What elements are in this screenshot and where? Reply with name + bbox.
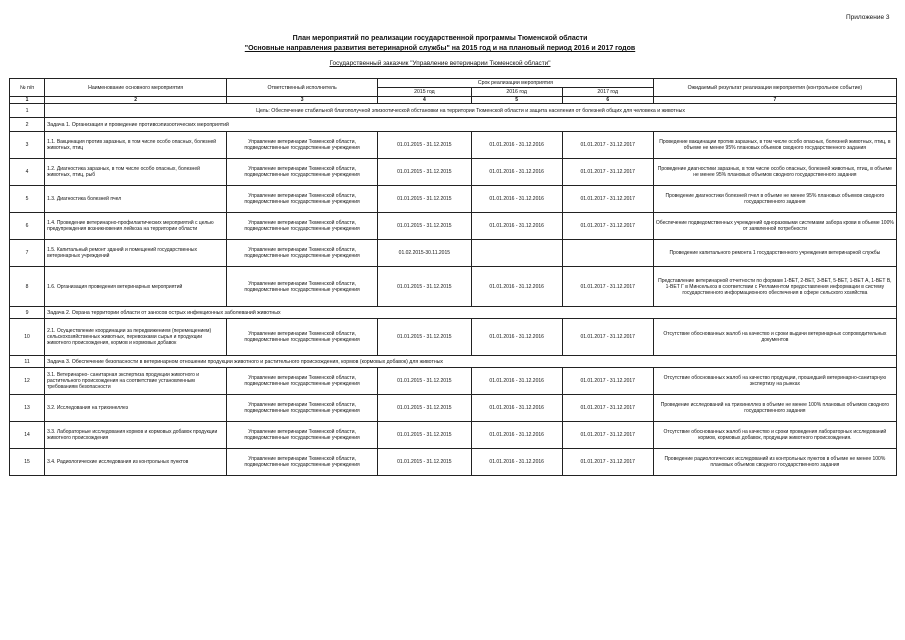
header-period: Срок реализации мероприятия — [378, 79, 654, 88]
period-2015: 01.01.2015 - 31.12.2015 — [378, 368, 472, 395]
table-row — [10, 159, 897, 186]
activity-name: 2.1. Осуществление координации за передвижением (перемещением) сельскохозяйственных животных, перевозками сырья и продукции животного происхождения, кормов и кормовых добавок — [45, 319, 227, 356]
period-2017: 01.01.2017 - 31.12.2017 — [562, 319, 653, 356]
period-2016: 01.01.2016 - 31.12.2016 — [471, 267, 562, 307]
period-2016: 01.01.2016 - 31.12.2016 — [471, 395, 562, 422]
activity-name: 1.1. Вакцинация против заразных, в том числе особо опасных, болезней животных, птиц — [45, 132, 227, 159]
activity-name: 3.3. Лабораторные исследования кормов и кормовых добавок продукции животного происхождения — [45, 422, 227, 449]
column-number: 5 — [471, 97, 562, 104]
row-number: 10 — [10, 319, 45, 356]
responsible-executor: Управление ветеринарии Тюменской области, подведомственные государственные учреждения — [227, 395, 378, 422]
row-number: 9 — [10, 307, 45, 319]
row-number: 3 — [10, 132, 45, 159]
period-2017: 01.01.2017 - 31.12.2017 — [562, 368, 653, 395]
activity-name: 1.5. Капитальный ремонт зданий и помещений государственных ветеринарных учреждений — [45, 240, 227, 267]
period-2015: 01.01.2015 - 31.12.2015 — [378, 132, 472, 159]
row-number: 6 — [10, 213, 45, 240]
expected-result: Проведение вакцинации против заразных, в том числе особо опасных, болезней животных, птиц, в объеме не менее 95% плановых объемов сводного государственного задания — [653, 132, 896, 159]
table-row — [10, 449, 897, 476]
period-2017: 01.01.2017 - 31.12.2017 — [562, 132, 653, 159]
task-row — [10, 307, 897, 319]
state-customer: Государственный заказчик "Управление ветеринарии Тюменской области" — [329, 60, 551, 67]
activity-name: 1.3. Диагностика болезней пчел — [45, 186, 227, 213]
responsible-executor: Управление ветеринарии Тюменской области, подведомственные государственные учреждения — [227, 132, 378, 159]
responsible-executor: Управление ветеринарии Тюменской области, подведомственные государственные учреждения — [227, 213, 378, 240]
table-row — [10, 422, 897, 449]
column-number: 4 — [378, 97, 472, 104]
header-name: Наименование основного мероприятия — [45, 79, 227, 97]
period-2017: 01.01.2017 - 31.12.2017 — [562, 159, 653, 186]
task-text: Задача 1. Организация и проведение противоэпизоотических мероприятий — [45, 118, 897, 132]
activity-name: 3.4. Радиологические исследования из контрольных пунктов — [45, 449, 227, 476]
period-2015: 01.01.2015 - 31.12.2015 — [378, 422, 472, 449]
plan-table — [9, 78, 897, 476]
table-row — [10, 240, 897, 267]
table-row — [10, 319, 897, 356]
responsible-executor: Управление ветеринарии Тюменской области, подведомственные государственные учреждения — [227, 186, 378, 213]
period-2016: 01.01.2016 - 31.12.2016 — [471, 213, 562, 240]
period-2015: 01.01.2015 - 31.12.2015 — [378, 395, 472, 422]
period-2016: 01.01.2016 - 31.12.2016 — [471, 132, 562, 159]
task-row — [10, 356, 897, 368]
period-2017: 01.01.2017 - 31.12.2017 — [562, 395, 653, 422]
activity-name: 3.2. Исследования на трихинеллез — [45, 395, 227, 422]
period-2015: 01.02.2015-30.11.2015 — [378, 240, 472, 267]
period-2017: 01.01.2017 - 31.12.2017 — [562, 186, 653, 213]
expected-result: Отсутствие обоснованных жалоб на качество и сроки выдачи ветеринарных сопроводительных документов — [653, 319, 896, 356]
task-text: Задача 2. Охрана территории области от заносов острых инфекционных заболеваний животных — [45, 307, 897, 319]
task-text: Задача 3. Обеспечение безопасности в ветеринарном отношении продукции животного и растительного происхождения, кормов (кормовых добавок) для животных — [45, 356, 897, 368]
period-2016 — [471, 240, 562, 267]
activity-name: 3.1. Ветеринарно- санитарная экспертиза продукции животного и растительного происхождения на соответствие установленным требованиям безопасности — [45, 368, 227, 395]
period-2016: 01.01.2016 - 31.12.2016 — [471, 319, 562, 356]
row-number: 13 — [10, 395, 45, 422]
column-number: 7 — [653, 97, 896, 104]
task-row — [10, 118, 897, 132]
row-number: 4 — [10, 159, 45, 186]
expected-result: Проведение радиологических исследований из контрольных пунктов в объеме не менее 100% плановых объемов сводного государственного задания — [653, 449, 896, 476]
responsible-executor: Управление ветеринарии Тюменской области, подведомственные государственные учреждения — [227, 422, 378, 449]
activity-name: 1.6. Организация проведения ветеринарных мероприятий — [45, 267, 227, 307]
period-2017: 01.01.2017 - 31.12.2017 — [562, 213, 653, 240]
goal-text: Цель: Обеспечение стабильной благополучной эпизоотической обстановки на территории Тюменской области и защита населения от болезней общих для человека и животных — [45, 104, 897, 118]
period-2016: 01.01.2016 - 31.12.2016 — [471, 368, 562, 395]
header-2015: 2015 год — [378, 88, 472, 97]
period-2016: 01.01.2016 - 31.12.2016 — [471, 422, 562, 449]
table-row — [10, 186, 897, 213]
period-2016: 01.01.2016 - 31.12.2016 — [471, 186, 562, 213]
column-number: 2 — [45, 97, 227, 104]
column-numbers-row — [10, 97, 897, 104]
header-2017: 2017 год — [562, 88, 653, 97]
period-2017: 01.01.2017 - 31.12.2017 — [562, 267, 653, 307]
row-number: 12 — [10, 368, 45, 395]
expected-result: Обеспечение подведомственных учреждений одноразовыми системами забора крови в объеме 100% от заявленной потребности — [653, 213, 896, 240]
period-2015: 01.01.2015 - 31.12.2015 — [378, 319, 472, 356]
period-2017: 01.01.2017 - 31.12.2017 — [562, 422, 653, 449]
expected-result: Представление ветеринарной отчетности по формам 1-ВЕТ, 2-ВЕТ, 3-ВЕТ, 5-ВЕТ, 1-ВЕТ А, 1-ВЕТ В, 1-ВЕТ Г в Минсельхоз в соответствии с Регламентом предоставления информации в систему государственного информационного обеспечения в сфере сельского хозяйства — [653, 267, 896, 307]
period-2016: 01.01.2016 - 31.12.2016 — [471, 159, 562, 186]
table-row — [10, 368, 897, 395]
expected-result: Отсутствие обоснованных жалоб на качество и сроки проведения лабораторных исследований кормов, кормовых добавок, продукции животного происхождения. — [653, 422, 896, 449]
row-number: 11 — [10, 356, 45, 368]
expected-result: Проведение диагностики болезней пчел в объеме не менее 95% плановых объемов сводного государственного задания — [653, 186, 896, 213]
row-number: 7 — [10, 240, 45, 267]
responsible-executor: Управление ветеринарии Тюменской области, подведомственные государственные учреждения — [227, 240, 378, 267]
responsible-executor: Управление ветеринарии Тюменской области, подведомственные государственные учреждения — [227, 368, 378, 395]
activity-name: 1.2. Диагностика заразных, в том числе особо опасных, болезней животных, птиц, рыб — [45, 159, 227, 186]
period-2017 — [562, 240, 653, 267]
expected-result: Проведение капитального ремонта 1 государственного учреждения ветеринарной службы — [653, 240, 896, 267]
goal-row — [10, 104, 897, 118]
period-2015: 01.01.2015 - 31.12.2015 — [378, 213, 472, 240]
table-row — [10, 132, 897, 159]
document-subtitle: "Основные направления развития ветеринарной службы" на 2015 год и на плановый период 2016 и 2017 годов — [244, 45, 636, 52]
header-result: Ожидаемый результат реализации мероприятия (контрольное событие) — [653, 79, 896, 97]
table-row — [10, 267, 897, 307]
period-2015: 01.01.2015 - 31.12.2015 — [378, 159, 472, 186]
header-num: № п/п — [10, 79, 45, 97]
period-2016: 01.01.2016 - 31.12.2016 — [471, 449, 562, 476]
period-2015: 01.01.2015 - 31.12.2015 — [378, 267, 472, 307]
expected-result: Проведение диагностики заразных, в том числе особо опасных, болезней животных, птиц, в объеме не менее 95% плановых объемов сводного государственного задания — [653, 159, 896, 186]
responsible-executor: Управление ветеринарии Тюменской области, подведомственные государственные учреждения — [227, 449, 378, 476]
responsible-executor: Управление ветеринарии Тюменской области, подведомственные государственные учреждения — [227, 319, 378, 356]
header-2016: 2016 год — [471, 88, 562, 97]
column-number: 3 — [227, 97, 378, 104]
row-number: 14 — [10, 422, 45, 449]
row-number: 2 — [10, 118, 45, 132]
row-number: 8 — [10, 267, 45, 307]
period-2015: 01.01.2015 - 31.12.2015 — [378, 186, 472, 213]
appendix-label: Приложение 3 — [846, 14, 890, 21]
expected-result: Проведение исследований на трихинеллез в объеме не менее 100% плановых объемов сводного государственного задания — [653, 395, 896, 422]
expected-result: Отсутствие обоснованных жалоб на качество продукции, прошедшей ветеринарно-санитарную экспертизу на рынках — [653, 368, 896, 395]
responsible-executor: Управление ветеринарии Тюменской области, подведомственные государственные учреждения — [227, 159, 378, 186]
document-title: План мероприятий по реализации государственной программы Тюменской области — [292, 35, 588, 42]
row-number: 15 — [10, 449, 45, 476]
row-number: 1 — [10, 104, 45, 118]
period-2017: 01.01.2017 - 31.12.2017 — [562, 449, 653, 476]
table-row — [10, 213, 897, 240]
column-number: 6 — [562, 97, 653, 104]
period-2015: 01.01.2015 - 31.12.2015 — [378, 449, 472, 476]
activity-name: 1.4. Проведение ветеринарно-профилактических мероприятий с целью предупреждения возникновения лейкоза на территории области — [45, 213, 227, 240]
row-number: 5 — [10, 186, 45, 213]
column-number: 1 — [10, 97, 45, 104]
header-executor: Ответственный исполнитель — [227, 79, 378, 97]
responsible-executor: Управление ветеринарии Тюменской области, подведомственные государственные учреждения — [227, 267, 378, 307]
table-row — [10, 395, 897, 422]
